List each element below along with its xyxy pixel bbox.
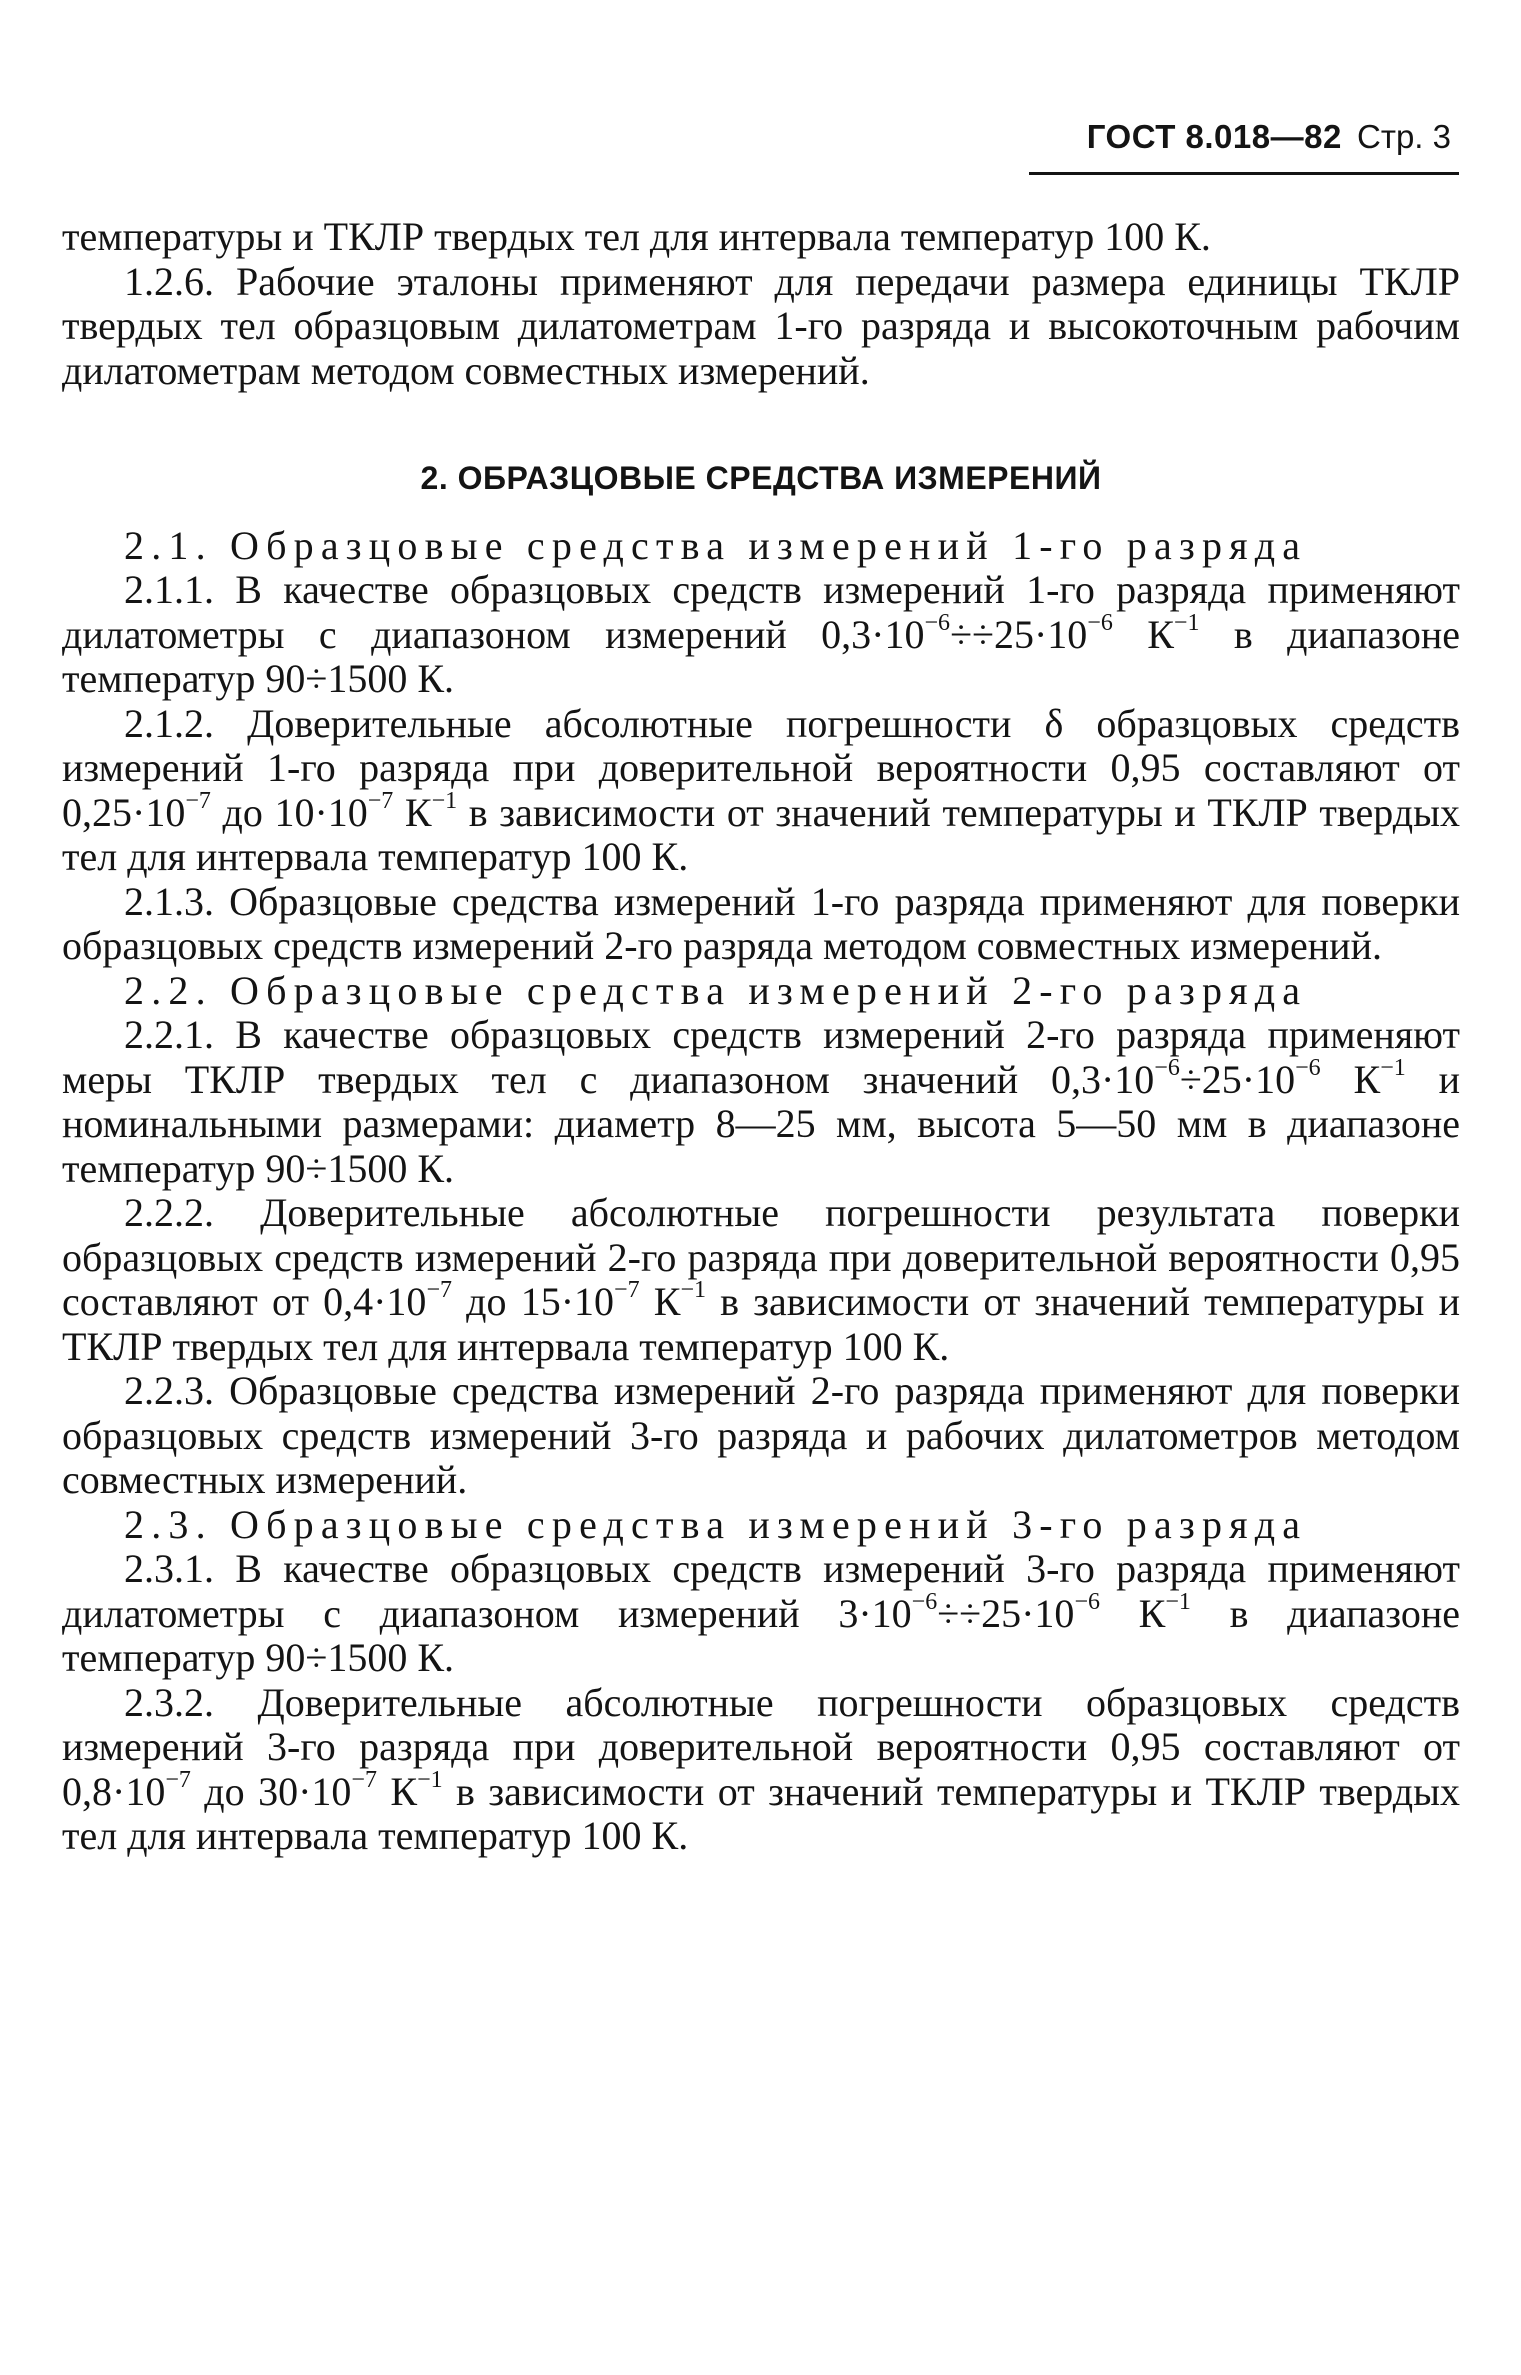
paragraph: 2.1.3. Образцовые средства измерений 1-го разряда применяют для поверки образцовых средств измерений 2-го разряда методом совместных измерений. [62,878,1460,968]
standard-code: ГОСТ 8.018—82 [1086,118,1342,155]
paragraph: 1.2.6. Рабочие эталоны применяют для передачи размера единицы ТКЛР твердых тел образцовым дилатометрам 1-го разряда и высокоточным рабочим дилатометрам методом совместных измерений. [62,258,1460,393]
subsection-heading: 2.3. Образцовые средства измерений 3-го разряда [124,1501,1308,1547]
document-body [62,215,1460,1859]
paragraph: 2.2.1. В качестве образцовых средств измерений 2-го разряда применяют меры ТКЛР твердых тел с диапазоном значений $0,3\cdot 10^{-6}\div 25\cdot 10^{-6}$ $К^{-1}$ и номинальными размерами: диаметр 8—25 мм, высота 5—50 мм в диапазоне температур 90÷1500 К. [62,1012,1460,1191]
running-header [1021,118,1451,156]
paragraph: 2.2.2. Доверительные абсолютные погрешности результата поверки образцовых средств измерений 2-го разряда при доверительной вероятности 0,95 составляют от $0,4\cdot 10^{-7}$ до $15\cdot 10^{-7}$ $К^{-1}$ в зависимости от значений температуры и ТКЛР твердых тел для интервала температур 100 К. [62,1190,1461,1369]
paragraph: 2.1.2. Доверительные абсолютные погрешности δ образцовых средств измерений 1-го разряда при доверительной вероятности 0,95 составляют от $0,25\cdot 10^{-7}$ до $10\cdot 10^{-7}$ $К^{-1}$ в зависимости от значений температуры и ТКЛР твердых тел для интервала температур 100 К. [62,700,1461,879]
paragraph: температуры и ТКЛР твердых тел для интервала температур 100 К. [62,214,1211,259]
paragraphs-after-section [62,524,1460,1859]
paragraph: 2.2.3. Образцовые средства измерений 2-го разряда применяют для поверки образцовых средств измерений 3-го разряда и рабочих дилатометров методом совместных измерений. [62,1368,1460,1502]
paragraph: 2.1.1. В качестве образцовых средств измерений 1-го разряда применяют дилатометры с диапазоном измерений $0,3\cdot 10^{-6}\div\div 25\cdot 10^{-6}$ $К^{-1}$ в диапазоне температур 90÷1500 К. [62,567,1460,701]
paragraph: 2.3.2. Доверительные абсолютные погрешности образцовых средств измерений 3-го разряда при доверительной вероятности 0,95 составляют от $0,8\cdot 10^{-7}$ до $30\cdot 10^{-7}$ $К^{-1}$ в зависимости от значений температуры и ТКЛР твердых тел для интервала температур 100 К. [62,1679,1460,1858]
paragraphs-before-section [62,215,1460,393]
subsection-heading: 2.1. Образцовые средства измерений 1-го разряда [124,522,1308,568]
header-rule [1029,172,1459,175]
page-number: Стр. 3 [1357,118,1451,155]
subsection-heading: 2.2. Образцовые средства измерений 2-го разряда [124,967,1308,1013]
paragraph: 2.3.1. В качестве образцовых средств измерений 3-го разряда применяют дилатометры с диапазоном измерений $3\cdot 10^{-6}\div\div 25\cdot 10^{-6}$ $К^{-1}$ в диапазоне температур 90÷1500 К. [62,1546,1460,1680]
section-heading: 2. ОБРАЗЦОВЫЕ СРЕДСТВА ИЗМЕРЕНИЙ [420,460,1102,496]
